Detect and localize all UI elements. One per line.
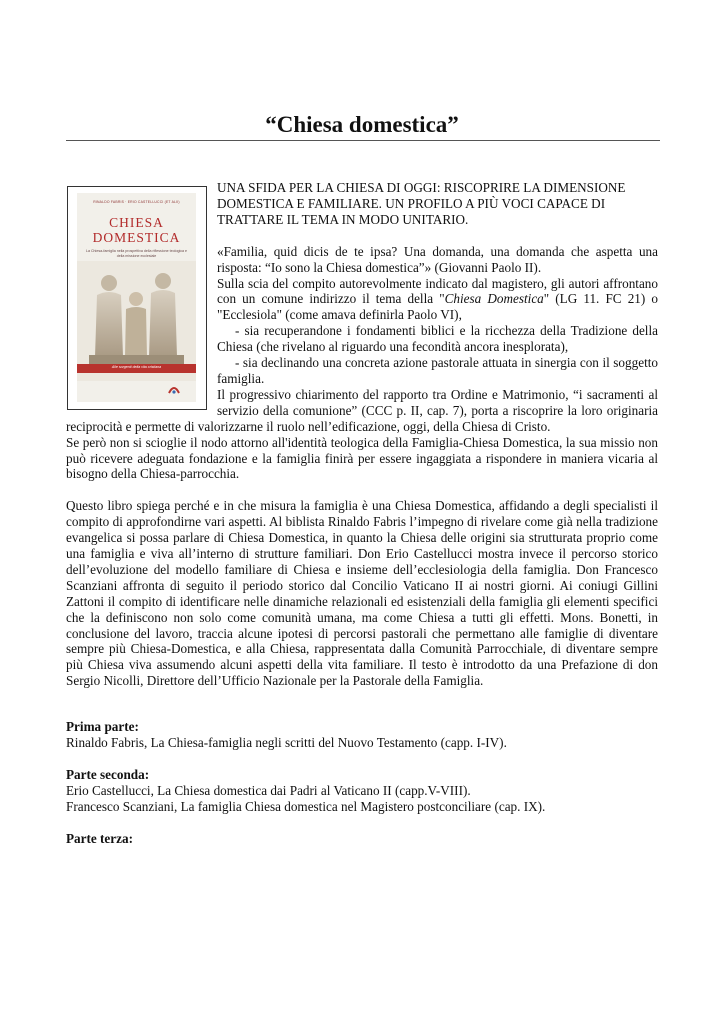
intro-progressivo: Il progressivo chiarimento del rapporto tra Ordine e Matrimonio, “i sacramenti al servizio della comunione” (CCC p. II, cap. 7), porta a riscoprire la loro originaria reciprocità e permette di valorizzarne il ruolo nell’edificazione, oggi, della Chiesa di Cristo. xyxy=(66,386,658,434)
part1-heading: Prima parte: xyxy=(66,719,139,735)
cover-float-space xyxy=(66,180,217,404)
intro-item-2: - sia declinando una concreta azione pastorale attuata in sinergia con il soggetto famiglia. xyxy=(217,355,658,386)
intro-item-1: - sia recuperandone i fondamenti biblici e la ricchezza della Tradizione della Chiesa (che rivelano al riguardo una fecondità ancora inesplorata), xyxy=(217,323,658,355)
intro-scia-italic: Chiesa Domestica xyxy=(444,291,544,307)
cover-title-line2: DOMESTICA xyxy=(92,230,181,245)
intro-scia-before: Sulla scia del compito autorevolmente indicato dal magistero, gli autori affrontano con un comune indirizzo il tema della " xyxy=(217,275,658,307)
part3-heading: Parte terza: xyxy=(66,830,133,846)
intro-scia-after: " (LG 11. FC 21) o "Ecclesiola" (come amava definirla Paolo VI), xyxy=(217,291,659,323)
title-rule xyxy=(66,140,660,141)
body-paragraph: Questo libro spiega perché e in che misura la famiglia è una Chiesa Domestica, affidando a degli specialisti il compito di approfondirne vari aspetti. Al biblista Rinaldo Fabris l’impegno di rivelare come già nella tradizione evangelica si possa parlare di Chiesa Domestica, in quanto la Chiesa delle origini sia strutturata proprio come una famiglia e viva all’interno di strutture familiari. Don Erio Castellucci mostra invece il percorso storico dell’evoluzione del modello familiare di Chiesa e insieme dell’ecclesiologia della famiglia. Don Francesco Scanziani affronta di seguito il periodo storico dal Concilio Vaticano II ai nostri giorni. Ai coniugi Gillini Zattoni il compito di identificare nelle dinamiche relazionali ed esistenziali della famiglia gli elementi specifici che la definiscono non solo come comunità umana, ma come Chiesa a tutti gli effetti. Mons. Bonetti, in conclusione del lavoro, traccia alcune ipotesi di percorsi pastorali che permettano alle famiglie di diventare sempre più Chiesa-Domestica, e alla Chiesa, rappresentata dalla Comunità Parrocchiale, di diventare sempre più Chiesa viva assumendo alcuni aspetti della vita familiare. Il testo è introdotto da una Prefazione di don Sergio Nicolli, Direttore dell’Ufficio Nazionale per la Pastorale della Famiglia. xyxy=(66,498,658,689)
cover-subtitle: La Chiesa-famiglia nella prospettiva della riflessione teologica e della missione ecclesiale xyxy=(85,249,188,258)
intro-quote: «Familia, quid dicis de te ipsa? Una domanda, una domanda che aspetta una risposta: “Io sono la Chiesa domestica”» (Giovanni Paolo II). xyxy=(217,243,658,275)
cover-authors: RINALDO FABRIS · ERIO CASTELLUCCI (ET ALII) xyxy=(93,200,180,204)
part2-heading: Parte seconda: xyxy=(66,767,150,782)
intro-headline: UNA SFIDA PER LA CHIESA DI OGGI: RISCOPRIRE LA DIMENSIONE DOMESTICA E FAMILIARE. UN PROFILO A PIÙ VOCI CAPACE DI TRATTARE IL TEMA IN MODO UNITARIO. xyxy=(217,180,626,227)
article-body xyxy=(66,180,658,847)
part2-line1: Erio Castellucci, La Chiesa domestica dai Padri al Vaticano II (capp.V-VIII). xyxy=(66,782,471,798)
page-title: “Chiesa domestica” xyxy=(265,112,459,137)
part2-line2: Francesco Scanziani, La famiglia Chiesa domestica nel Magistero postconciliare (cap. IX). xyxy=(66,798,546,814)
cover-title-line1: CHIESA xyxy=(109,215,164,230)
part1-line1: Rinaldo Fabris, La Chiesa-famiglia negli scritti del Nuovo Testamento (capp. I-IV). xyxy=(66,735,507,751)
intro-nodo: Se però non si scioglie il nodo attorno all'identità teologica della Famiglia-Chiesa Domestica, la sua missio non può ricevere adeguata fondazione e la famiglia finirà per essere ingaggiata a rispondere in maniera vicaria al bisogno della Chiesa-parrocchia. xyxy=(66,434,658,482)
cover-band-text: Alle sorgenti della vita cristiana xyxy=(111,365,162,369)
